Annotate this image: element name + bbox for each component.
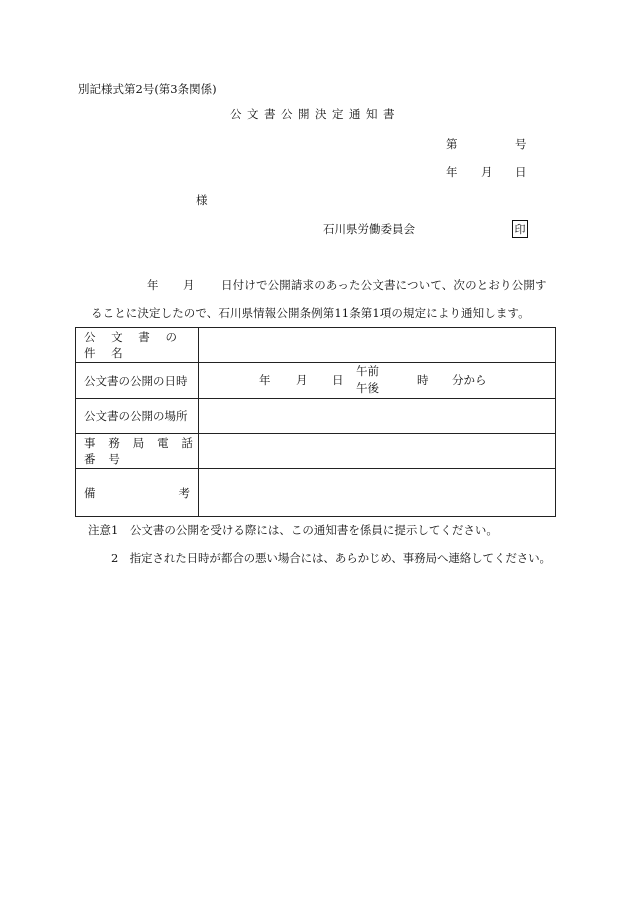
value-remarks[interactable] [199,469,556,517]
value-disclosure-datetime[interactable] [199,363,556,399]
datetime-month: 月 [296,373,308,387]
issue-date-day: 日 [515,165,527,179]
datetime-pm: 午後 [356,381,379,395]
issue-date-month: 月 [481,165,493,179]
table-row-remarks [76,469,556,517]
datetime-year: 年 [259,373,271,387]
table-row-datetime [76,363,556,399]
value-document-subject[interactable] [199,328,556,363]
label-remarks-char1: 備 [84,485,96,500]
disclosure-info-table [75,327,556,517]
issuer-name: 石川県労働委員会 [323,222,415,236]
document-number-suffix: 号 [515,137,527,151]
document-number-prefix: 第 [446,137,458,151]
value-disclosure-place[interactable] [199,399,556,434]
table-row-place [76,399,556,434]
body-text-line1: 日付けで公開請求のあった公文書について、次のとおり公開す [221,278,547,292]
form-label: 別記様式第2号(第3条関係) [78,82,217,96]
label-disclosure-datetime: 公文書の公開の日時 [76,363,199,399]
datetime-am: 午前 [356,364,379,378]
label-remarks [76,469,199,517]
label-disclosure-place: 公文書の公開の場所 [76,399,199,434]
document-title: 公文書公開決定通知書 [230,107,400,121]
body-text-line2: ることに決定したので、石川県情報公開条例第11条第1項の規定により通知します。 [91,306,530,320]
datetime-hour: 時 [417,373,429,387]
table-row-subject [76,328,556,363]
request-date-month: 月 [183,278,195,292]
addressee-honorific: 様 [196,193,208,207]
note-1: 注意1 公文書の公開を受ける際には、この通知書を係員に提示してください。 [88,523,498,537]
label-remarks-char2: 考 [178,485,190,500]
issue-date-year: 年 [446,165,458,179]
label-office-phone: 事 務 局 電 話 番 号 [76,434,199,469]
label-document-subject: 公 文 書 の 件 名 [76,328,199,363]
datetime-day: 日 [332,373,344,387]
note-2: 2 指定された日時が都合の悪い場合には、あらかじめ、事務局へ連絡してください。 [111,551,551,565]
request-date-year: 年 [147,278,159,292]
value-office-phone[interactable] [199,434,556,469]
datetime-minute: 分から [452,373,487,387]
seal-mark: 印 [512,220,528,238]
table-row-phone [76,434,556,469]
